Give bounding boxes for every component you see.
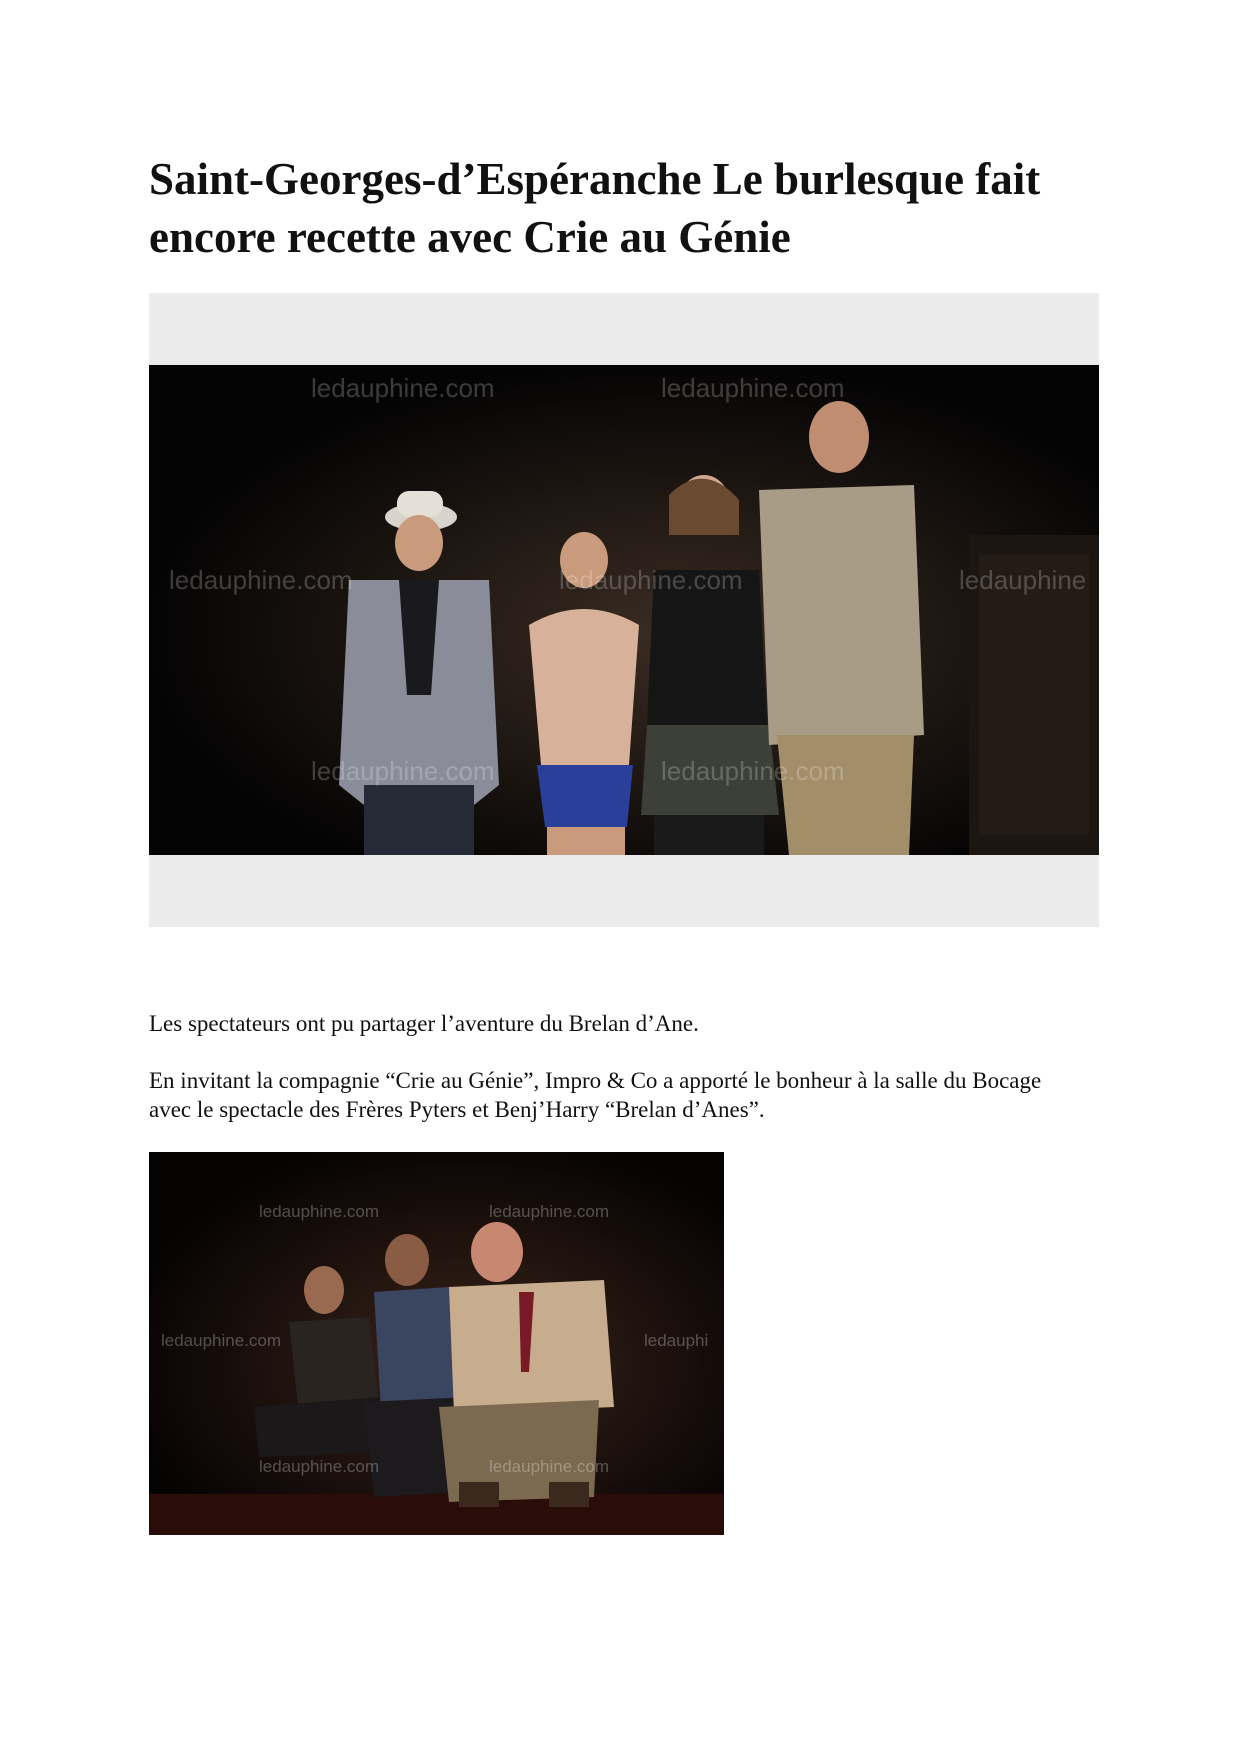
svg-text:ledauphine.com: ledauphine.com	[259, 1457, 380, 1476]
svg-text:ledauphi: ledauphi	[644, 1331, 709, 1350]
main-photo-frame	[149, 293, 1099, 927]
svg-text:ledauphine.com: ledauphine.com	[661, 756, 845, 786]
svg-text:ledauphine.com: ledauphine.com	[489, 1457, 610, 1476]
svg-text:ledauphine.com: ledauphine.com	[161, 1331, 282, 1350]
svg-text:ledauphine.com: ledauphine.com	[311, 756, 495, 786]
article-paragraph: Les spectateurs ont pu partager l’aventure du Brelan d’Ane.	[149, 1011, 699, 1036]
svg-text:ledauphine.com: ledauphine.com	[661, 373, 845, 403]
stage-photo-three-actors[interactable]	[149, 1152, 724, 1535]
svg-text:ledauphine.com: ledauphine.com	[311, 373, 495, 403]
svg-text:ledauphine.com: ledauphine.com	[559, 565, 743, 595]
stage-photo-four-performers[interactable]	[149, 365, 1099, 855]
svg-text:ledauphine.com: ledauphine.com	[489, 1202, 610, 1221]
svg-text:ledauphine: ledauphine	[959, 565, 1087, 595]
article-paragraph: En invitant la compagnie “Crie au Génie”, Impro & Co a apporté le bonheur à la salle du Bocage avec le spectacle des Frères Pyters et Benj’Harry “Brelan d’Anes”.	[149, 1068, 1042, 1122]
svg-text:ledauphine.com: ledauphine.com	[169, 565, 353, 595]
article-title: Saint-Georges-d’Espéranche Le burlesque fait encore recette avec Crie au Génie	[149, 154, 1041, 262]
svg-text:ledauphine.com: ledauphine.com	[259, 1202, 380, 1221]
